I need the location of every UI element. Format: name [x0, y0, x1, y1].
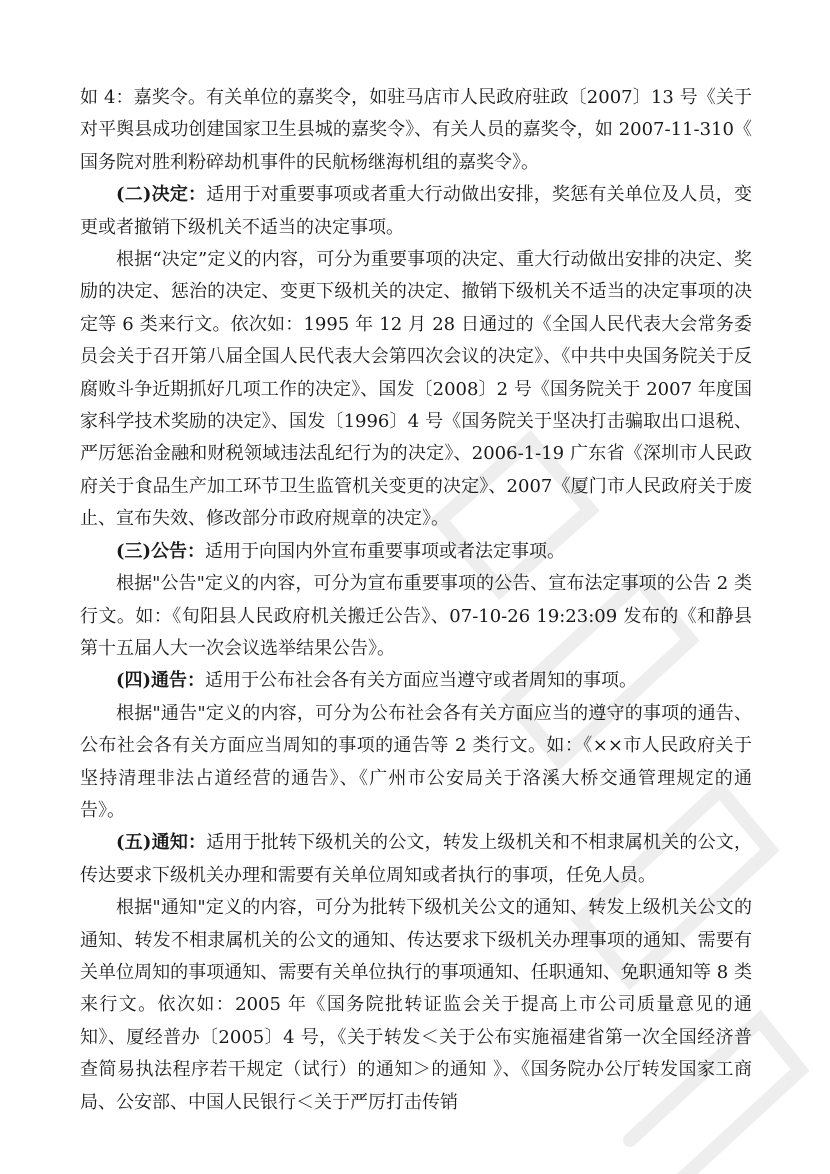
paragraph-announcement-definition — [80, 536, 752, 568]
paragraph-announcement-examples — [80, 568, 752, 665]
paragraph-text: 适用于批转下级机关的公文，转发上级机关和不相隶属机关的公文，传达要求下级机关办理和需要有关单位周知或者执行的事项，任免人员。 — [80, 832, 752, 886]
paragraph-text: 适用于向国内外宣布重要事项或者法定事项。 — [205, 540, 566, 562]
paragraph-text: 如 4：嘉奖令。有关单位的嘉奖令，如驻马店市人民政府驻政〔2007〕13 号《关于对平舆县成功创建国家卫生县城的嘉奖令》、有关人员的嘉奖令，如 2007-11-310《 国务院对胜利粉碎劫机事件的民航杨继海机组的嘉奖令》。 — [80, 87, 752, 173]
paragraph-text: 适用于公布社会各有关方面应当遵守或者周知的事项。 — [205, 670, 638, 692]
section-heading-notice: (四)通告： — [116, 670, 206, 692]
paragraph-text: 根据"通告"定义的内容，可分为公布社会各有关方面应当的遵守的事项的通告、公布社会各有关方面应当周知的事项的通告等 2 类行文。如：《××市人民政府关于坚持清理非法占道经营的通告》、《广州市公安局关于洛溪大桥交通管理规定的通告》。 — [80, 702, 752, 821]
section-heading-announcement: (三)公告： — [116, 540, 206, 562]
paragraph-decision-definition — [80, 179, 752, 244]
paragraph-text: 适用于对重要事项或者重大行动做出安排，奖惩有关单位及人员，变更或者撤销下级机关不适当的决定事项。 — [80, 184, 752, 238]
paragraph-circular-examples — [80, 892, 752, 1119]
paragraph-text: 根据"公告"定义的内容，可分为宣布重要事项的公告、宣布法定事项的公告 2 类行文。如：《旬阳县人民政府机关搬迁公告》、07-10-26 19:23:09 发布的《和静县第十五届人大一次会议选举结果公告》。 — [80, 573, 752, 659]
document-body — [80, 82, 752, 1119]
paragraph-text: 根据"通知"定义的内容，可分为批转下级机关公文的通知、转发上级机关公文的通知、转发不相隶属机关的公文的通知、传达要求下级机关办理事项的通知、需要有关单位周知的事项通知、需要有关单位执行的事项通知、任职通知、免职通知等 8 类来行文。依次如：2005 年《国务院批转证监会关于提高上市公司质量意见的通知》、厦经普办〔2005〕4 号，《关于转发＜关于公布实施福建省第一次全国经济普查简易执法程序若干规定（试行）的通知＞的通知 》、《国务院办公厅转发国家工商局、公安部、中国人民银行＜关于严厉打击传销 — [80, 897, 752, 1113]
paragraph-jiajiangling-examples — [80, 82, 752, 179]
section-heading-circular: (五)通知： — [116, 832, 207, 854]
paragraph-notice-examples — [80, 698, 752, 828]
paragraph-notice-definition — [80, 665, 752, 697]
paragraph-decision-examples — [80, 244, 752, 536]
paragraph-text: 根据“决定”定义的内容，可分为重要事项的决定、重大行动做出安排的决定、奖励的决定、惩治的决定、变更下级机关的决定、撤销下级机关不适当的决定事项的决定等 6 类来行文。依次如：1995 年 12 月 28 日通过的《全国人民代表大会常务委员会关于召开第八届全国人民代表大会第四次会议的决定》、《中共中央国务院关于反腐败斗争近期抓好几项工作的决定》、国发〔2008〕2 号《国务院关于 2007 年度国家科学技术奖励的决定》、国发〔1996〕4 号《国务院关于坚决打击骗取出口退税、严厉惩治金融和财税领域违法乱纪行为的决定》、2006-1-19 广东省《深圳市人民政府关于食品生产加工环节卫生监管机关变更的决定》、2007《厦门市人民政府关于废止、宣布失效、修改部分市政府规章的决定》。 — [80, 249, 752, 530]
section-heading-decision: (二)决定： — [116, 184, 207, 206]
paragraph-circular-definition — [80, 827, 752, 892]
